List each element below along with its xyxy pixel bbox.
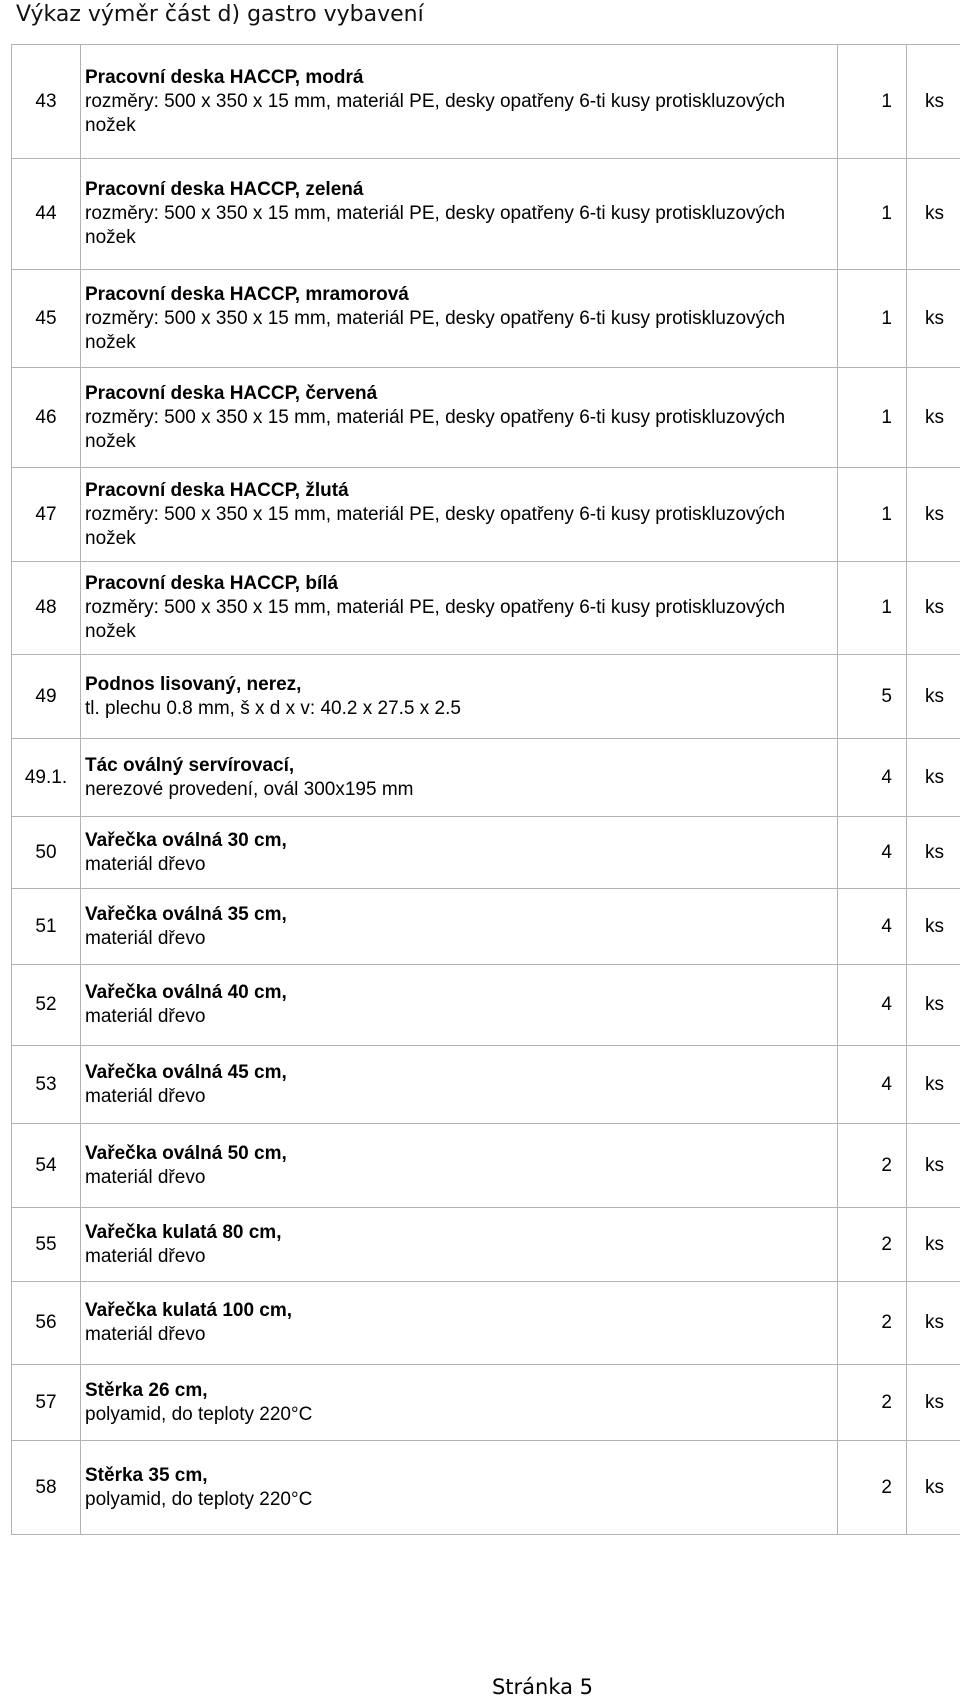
- item-quantity: 1: [838, 468, 907, 562]
- item-quantity: 2: [838, 1365, 907, 1441]
- item-name: Stěrka 26 cm,: [85, 1379, 208, 1401]
- item-description: [81, 1208, 838, 1282]
- item-number: 49.1.: [12, 739, 81, 817]
- item-number: 57: [12, 1365, 81, 1441]
- item-detail: materiál dřevo: [85, 1166, 206, 1188]
- table-row: [12, 1441, 960, 1535]
- item-unit: ks: [907, 468, 960, 562]
- item-description: [81, 562, 838, 655]
- item-description: [81, 965, 838, 1046]
- item-detail: nerezové provedení, ovál 300x195 mm: [85, 778, 414, 800]
- item-number: 46: [12, 368, 81, 468]
- item-description: [81, 889, 838, 965]
- item-name: Vařečka kulatá 80 cm,: [85, 1221, 282, 1243]
- item-name: Podnos lisovaný, nerez,: [85, 673, 302, 695]
- item-description: [81, 655, 838, 739]
- item-quantity: 2: [838, 1208, 907, 1282]
- table-row: [12, 45, 960, 159]
- item-name: Vařečka oválná 40 cm,: [85, 982, 287, 1003]
- item-description: [81, 468, 838, 562]
- table-row: [12, 1365, 960, 1441]
- item-name: Pracovní deska HACCP, mramorová: [85, 283, 409, 305]
- item-description: [81, 368, 838, 468]
- item-number: 43: [12, 45, 81, 159]
- item-number: 44: [12, 159, 81, 270]
- page-title: Výkaz výměr část d) gastro vybavení: [16, 2, 424, 27]
- item-detail: tl. plechu 0.8 mm, š x d x v: 40.2 x 27.5 x 2.5: [85, 697, 461, 719]
- item-unit: ks: [907, 1046, 960, 1124]
- item-number: 56: [12, 1282, 81, 1365]
- item-name: Vařečka kulatá 100 cm,: [85, 1300, 293, 1321]
- item-quantity: 4: [838, 889, 907, 965]
- item-number: 53: [12, 1046, 81, 1124]
- item-detail: materiál dřevo: [85, 927, 206, 949]
- item-name: Pracovní deska HACCP, bílá: [85, 573, 339, 594]
- item-quantity: 1: [838, 270, 907, 368]
- table-row: [12, 889, 960, 965]
- item-detail: rozměry: 500 x 350 x 15 mm, materiál PE, desky opatřeny 6-ti kusy protiskluzových nožek: [85, 203, 786, 248]
- item-unit: ks: [907, 368, 960, 468]
- item-number: 52: [12, 965, 81, 1046]
- table-row: [12, 817, 960, 889]
- item-name: Vařečka oválná 35 cm,: [85, 903, 287, 925]
- item-number: 47: [12, 468, 81, 562]
- item-quantity: 1: [838, 368, 907, 468]
- item-detail: materiál dřevo: [85, 1324, 206, 1345]
- item-name: Pracovní deska HACCP, modrá: [85, 66, 364, 88]
- item-number: 45: [12, 270, 81, 368]
- item-number: 54: [12, 1124, 81, 1208]
- item-name: Pracovní deska HACCP, žlutá: [85, 479, 349, 501]
- item-detail: rozměry: 500 x 350 x 15 mm, materiál PE, desky opatřeny 6-ti kusy protiskluzových nožek: [85, 597, 786, 642]
- item-unit: ks: [907, 562, 960, 655]
- table-row: [12, 562, 960, 655]
- item-unit: ks: [907, 965, 960, 1046]
- item-name: Vařečka oválná 50 cm,: [85, 1142, 287, 1164]
- table-row: [12, 159, 960, 270]
- item-unit: ks: [907, 655, 960, 739]
- item-unit: ks: [907, 270, 960, 368]
- item-quantity: 5: [838, 655, 907, 739]
- item-description: [81, 817, 838, 889]
- item-quantity: 2: [838, 1441, 907, 1535]
- item-name: Vařečka oválná 45 cm,: [85, 1061, 287, 1083]
- item-unit: ks: [907, 1365, 960, 1441]
- item-detail: rozměry: 500 x 350 x 15 mm, materiál PE, desky opatřeny 6-ti kusy protiskluzových nožek: [85, 307, 786, 353]
- item-quantity: 1: [838, 562, 907, 655]
- item-quantity: 1: [838, 45, 907, 159]
- item-name: Pracovní deska HACCP, červená: [85, 382, 378, 404]
- table-row: [12, 1124, 960, 1208]
- item-unit: ks: [907, 159, 960, 270]
- item-quantity: 2: [838, 1282, 907, 1365]
- table-row: [12, 1282, 960, 1365]
- item-description: [81, 1124, 838, 1208]
- item-unit: ks: [907, 1208, 960, 1282]
- item-quantity: 4: [838, 739, 907, 817]
- table-row: [12, 655, 960, 739]
- item-description: [81, 1282, 838, 1365]
- table-row: [12, 270, 960, 368]
- item-quantity: 1: [838, 159, 907, 270]
- item-name: Stěrka 35 cm,: [85, 1464, 208, 1486]
- item-description: [81, 159, 838, 270]
- item-detail: polyamid, do teploty 220°C: [85, 1488, 313, 1510]
- item-unit: ks: [907, 1124, 960, 1208]
- item-detail: materiál dřevo: [85, 1245, 206, 1267]
- item-detail: rozměry: 500 x 350 x 15 mm, materiál PE, desky opatřeny 6-ti kusy protiskluzových nožek: [85, 406, 786, 452]
- item-number: 51: [12, 889, 81, 965]
- item-number: 48: [12, 562, 81, 655]
- table-row: [12, 368, 960, 468]
- table-row: [12, 468, 960, 562]
- item-description: [81, 1046, 838, 1124]
- item-unit: ks: [907, 739, 960, 817]
- table-body: [12, 45, 960, 1535]
- table-row: [12, 1208, 960, 1282]
- item-unit: ks: [907, 817, 960, 889]
- item-unit: ks: [907, 1282, 960, 1365]
- item-detail: materiál dřevo: [85, 1006, 206, 1027]
- item-quantity: 2: [838, 1124, 907, 1208]
- table-row: [12, 739, 960, 817]
- item-detail: rozměry: 500 x 350 x 15 mm, materiál PE, desky opatřeny 6-ti kusy protiskluzových nožek: [85, 503, 786, 549]
- item-detail: rozměry: 500 x 350 x 15 mm, materiál PE, desky opatřeny 6-ti kusy protiskluzových nožek: [85, 90, 786, 136]
- item-number: 50: [12, 817, 81, 889]
- item-detail: materiál dřevo: [85, 853, 206, 875]
- item-description: [81, 1365, 838, 1441]
- item-name: Pracovní deska HACCP, zelená: [85, 179, 364, 200]
- table-row: [12, 1046, 960, 1124]
- item-description: [81, 45, 838, 159]
- item-quantity: 4: [838, 965, 907, 1046]
- item-unit: ks: [907, 889, 960, 965]
- item-detail: materiál dřevo: [85, 1085, 206, 1107]
- item-detail: polyamid, do teploty 220°C: [85, 1403, 313, 1425]
- item-name: Vařečka oválná 30 cm,: [85, 829, 287, 851]
- item-number: 58: [12, 1441, 81, 1535]
- item-description: [81, 1441, 838, 1535]
- table-row: [12, 965, 960, 1046]
- item-description: [81, 739, 838, 817]
- item-number: 49: [12, 655, 81, 739]
- item-quantity: 4: [838, 817, 907, 889]
- item-description: [81, 270, 838, 368]
- item-unit: ks: [907, 45, 960, 159]
- item-quantity: 4: [838, 1046, 907, 1124]
- page-footer: Stránka 5: [491, 1675, 594, 1699]
- items-table: [11, 44, 960, 1535]
- item-unit: ks: [907, 1441, 960, 1535]
- item-name: Tác oválný servírovací,: [85, 754, 295, 776]
- item-number: 55: [12, 1208, 81, 1282]
